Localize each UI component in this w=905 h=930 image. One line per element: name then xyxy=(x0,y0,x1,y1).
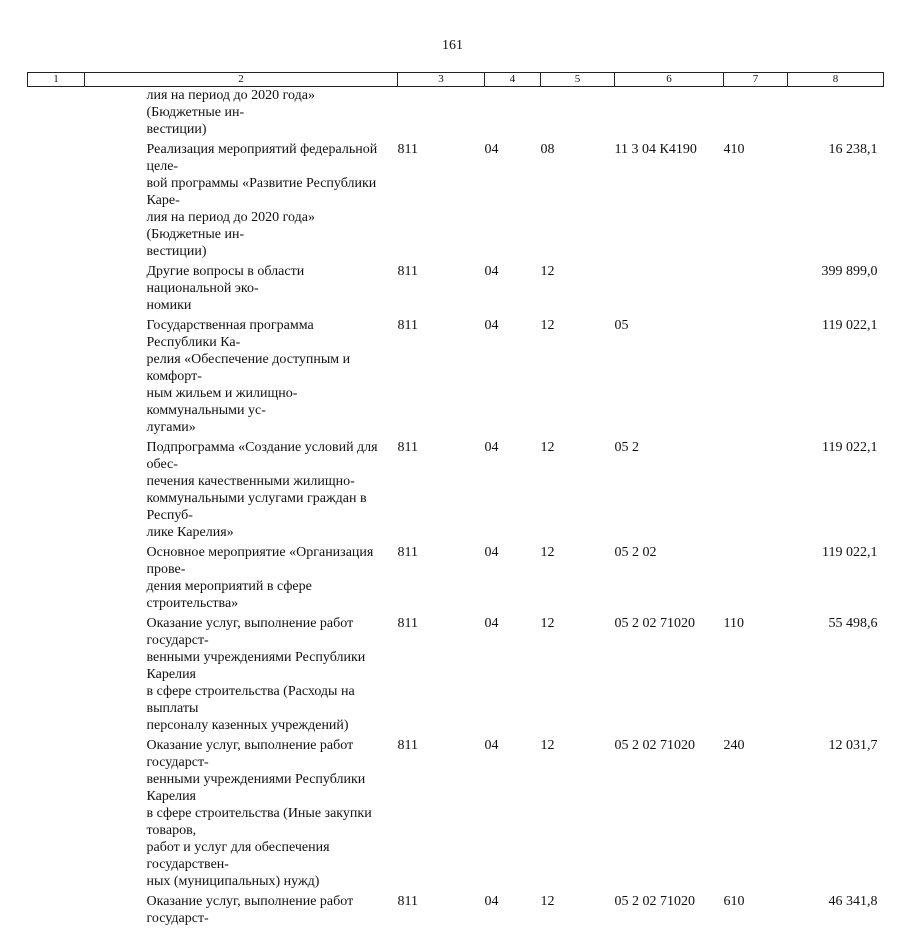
table-row xyxy=(28,893,884,930)
name-cell: лия на период до 2020 года» (Бюджетные ин- вестиции) xyxy=(146,88,315,137)
code-cell: 811 xyxy=(397,264,418,279)
index-cell xyxy=(28,263,85,317)
section-cell: 04 xyxy=(484,264,499,279)
column-header: 6 xyxy=(615,73,724,87)
name-cell: Подпрограмма «Создание условий для обес- печения качественными жилищно- коммунальными услугами граждан в Респуб- лике Карелия» xyxy=(146,440,378,540)
table-row xyxy=(28,87,884,142)
expense-type-cell xyxy=(724,317,788,439)
expense-type-cell: 610 xyxy=(723,894,745,909)
column-header: 5 xyxy=(541,73,615,87)
code-cell: 811 xyxy=(397,738,418,753)
expense-type-cell: 240 xyxy=(723,738,745,753)
amount-cell: 16 238,1 xyxy=(828,142,878,157)
code-cell: 811 xyxy=(397,440,418,455)
page-number: 161 xyxy=(442,38,463,53)
article-cell: 05 2 02 71020 xyxy=(614,616,695,631)
subsection-cell: 12 xyxy=(540,738,555,753)
article-cell: 05 2 02 71020 xyxy=(614,894,695,909)
table-row xyxy=(28,317,884,439)
expense-type-cell xyxy=(724,544,788,615)
amount-cell: 119 022,1 xyxy=(822,440,878,455)
code-cell: 811 xyxy=(397,616,418,631)
table-row xyxy=(28,544,884,615)
index-cell xyxy=(28,87,85,142)
expense-type-cell xyxy=(724,87,788,142)
amount-cell: 119 022,1 xyxy=(822,545,878,560)
section-cell: 04 xyxy=(484,440,499,455)
name-cell: Оказание услуг, выполнение работ государст- венными учреждениями Республики Карелия в сфере строительства (Расходы на выплаты персоналу казенных учреждений) xyxy=(146,616,366,733)
index-cell xyxy=(28,893,85,930)
column-header: 8 xyxy=(788,73,884,87)
section-cell xyxy=(485,87,541,142)
table-row xyxy=(28,737,884,893)
header-row xyxy=(28,73,884,87)
index-cell xyxy=(28,615,85,737)
code-cell: 811 xyxy=(397,318,418,333)
section-cell: 04 xyxy=(484,894,499,909)
column-header: 4 xyxy=(485,73,541,87)
article-cell: 05 2 02 xyxy=(614,545,657,560)
subsection-cell xyxy=(541,87,615,142)
article-cell: 05 2 02 71020 xyxy=(614,738,695,753)
index-cell xyxy=(28,544,85,615)
table-row xyxy=(28,439,884,544)
section-cell: 04 xyxy=(484,738,499,753)
article-cell: 11 3 04 К4190 xyxy=(614,142,697,157)
subsection-cell: 08 xyxy=(540,142,555,157)
expense-type-cell: 410 xyxy=(723,142,745,157)
name-cell: Оказание услуг, выполнение работ государст- венными учреждениями Республики Карелия в сфере строительства (Иные закупки товаров, работ и услуг для обеспечения государствен- ных (муниципальных) нужд) xyxy=(146,738,372,889)
index-cell xyxy=(28,141,85,263)
article-cell: 05 xyxy=(614,318,629,333)
name-cell: Основное мероприятие «Организация прове- дения мероприятий в сфере строительства» xyxy=(146,545,374,611)
subsection-cell: 12 xyxy=(540,264,555,279)
column-header: 7 xyxy=(724,73,788,87)
code-cell: 811 xyxy=(397,894,418,909)
amount-cell xyxy=(788,87,884,142)
table-row xyxy=(28,263,884,317)
subsection-cell: 12 xyxy=(540,318,555,333)
section-cell: 04 xyxy=(484,616,499,631)
code-cell xyxy=(398,87,485,142)
column-header: 1 xyxy=(28,73,85,87)
expense-type-cell xyxy=(724,439,788,544)
amount-cell: 46 341,8 xyxy=(828,894,878,909)
column-header: 2 xyxy=(85,73,398,87)
code-cell: 811 xyxy=(397,142,418,157)
amount-cell: 55 498,6 xyxy=(828,616,878,631)
section-cell: 04 xyxy=(484,545,499,560)
article-cell xyxy=(615,87,724,142)
subsection-cell: 12 xyxy=(540,616,555,631)
name-cell: Реализация мероприятий федеральной целе- вой программы «Развитие Республики Каре- лия на период до 2020 года» (Бюджетные ин- вестиции) xyxy=(146,142,378,259)
expense-type-cell xyxy=(724,263,788,317)
name-cell: Другие вопросы в области национальной эко- номики xyxy=(146,264,305,313)
index-cell xyxy=(28,737,85,893)
amount-cell: 399 899,0 xyxy=(821,264,878,279)
table-row xyxy=(28,615,884,737)
article-cell xyxy=(615,263,724,317)
index-cell xyxy=(28,439,85,544)
name-cell: Оказание услуг, выполнение работ государст- xyxy=(146,894,354,926)
table-row xyxy=(28,141,884,263)
amount-cell: 119 022,1 xyxy=(822,318,878,333)
section-cell: 04 xyxy=(484,142,499,157)
article-cell: 05 2 xyxy=(614,440,639,455)
subsection-cell: 12 xyxy=(540,894,555,909)
name-cell: Государственная программа Республики Ка- релия «Обеспечение доступным и комфорт- ным жильем и жилищно-коммунальными ус- лугами» xyxy=(146,318,351,435)
column-header: 3 xyxy=(398,73,485,87)
code-cell: 811 xyxy=(397,545,418,560)
index-cell xyxy=(28,317,85,439)
budget-table xyxy=(27,72,884,930)
expense-type-cell: 110 xyxy=(723,616,744,631)
subsection-cell: 12 xyxy=(540,545,555,560)
subsection-cell: 12 xyxy=(540,440,555,455)
amount-cell: 12 031,7 xyxy=(828,738,878,753)
section-cell: 04 xyxy=(484,318,499,333)
